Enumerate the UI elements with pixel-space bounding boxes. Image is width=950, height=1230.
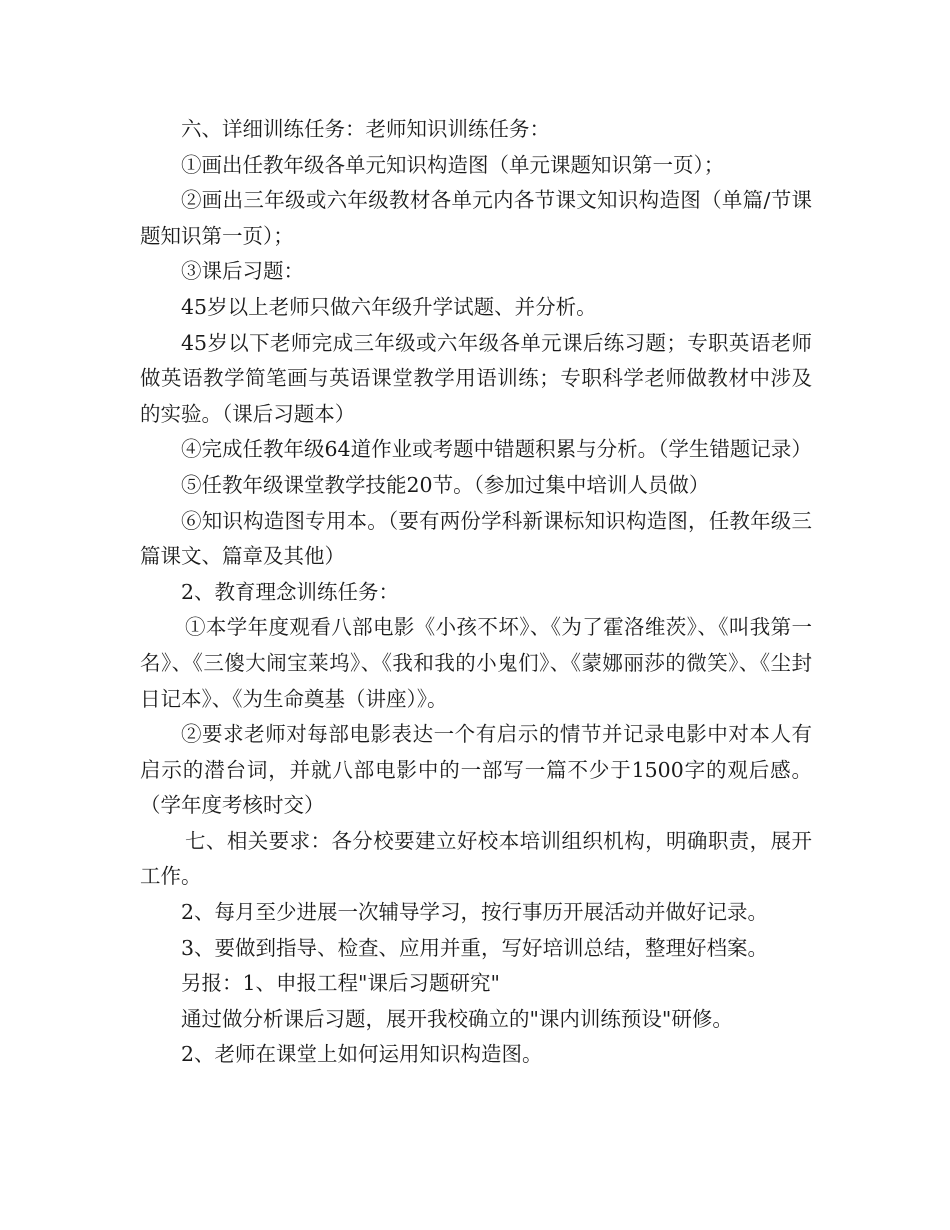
list-item: ②画出三年级或六年级教材各单元内各节课文知识构造图（单篇/节课题知识第一页）； <box>140 188 812 248</box>
paragraph: 另报：1、申报工程"课后习题研究" <box>181 971 500 996</box>
document-page <box>140 112 812 1073</box>
section-heading-six: 六、详细训练任务：老师知识训练任务： <box>181 117 550 141</box>
list-item: ⑤任教年级课堂教学技能20节。（参加过集中培训人员做） <box>181 472 710 497</box>
paragraph: 通过做分析课后习题，展开我校确立的"课内训练预设"研修。 <box>181 1006 733 1031</box>
list-item: ⑥知识构造图专用本。（要有两份学科新课标知识构造图，任教年级三篇课文、篇章及其他） <box>140 508 812 569</box>
section-heading-seven: 七、相关要求：各分校要建立好校本培训组织机构，明确职责，展开工作。 <box>140 828 812 889</box>
list-item: ①本学年度观看八部电影《小孩不坏》、《为了霍洛维茨》、《叫我第一名》、《三傻大闹宝莱坞》、《我和我的小鬼们》、《蒙娜丽莎的微笑》、《尘封日记本》、《为生命奠基（讲座）》。 <box>140 615 812 711</box>
list-item: ④完成任教年级64道作业或考题中错题积累与分析。（学生错题记录） <box>181 437 812 462</box>
subsection-heading: 2、教育理念训练任务： <box>181 579 400 604</box>
list-item: ②要求老师对每部电影表达一个有启示的情节并记录电影中对本人有启示的潜台词，并就八部电影中的一部写一篇不少于1500字的观后感。（学年度考核时交） <box>140 722 812 818</box>
paragraph: 45岁以下老师完成三年级或六年级各单元课后练习题；专职英语老师做英语教学简笔画与英语课堂教学用语训练；专职科学老师做教材中涉及的实验。（课后习题本） <box>140 330 812 426</box>
paragraph: 2、每月至少进展一次辅导学习，按行事历开展活动并做好记录。 <box>181 900 769 925</box>
paragraph: 45岁以上老师只做六年级升学试题、并分析。 <box>181 294 597 319</box>
paragraph: 3、要做到指导、检查、应用并重，写好培训总结，整理好档案。 <box>181 935 769 960</box>
list-item: ①画出任教年级各单元知识构造图（单元课题知识第一页）； <box>181 152 725 177</box>
list-item: ③课后习题： <box>181 259 304 284</box>
paragraph: 2、老师在课堂上如何运用知识构造图。 <box>181 1042 543 1067</box>
